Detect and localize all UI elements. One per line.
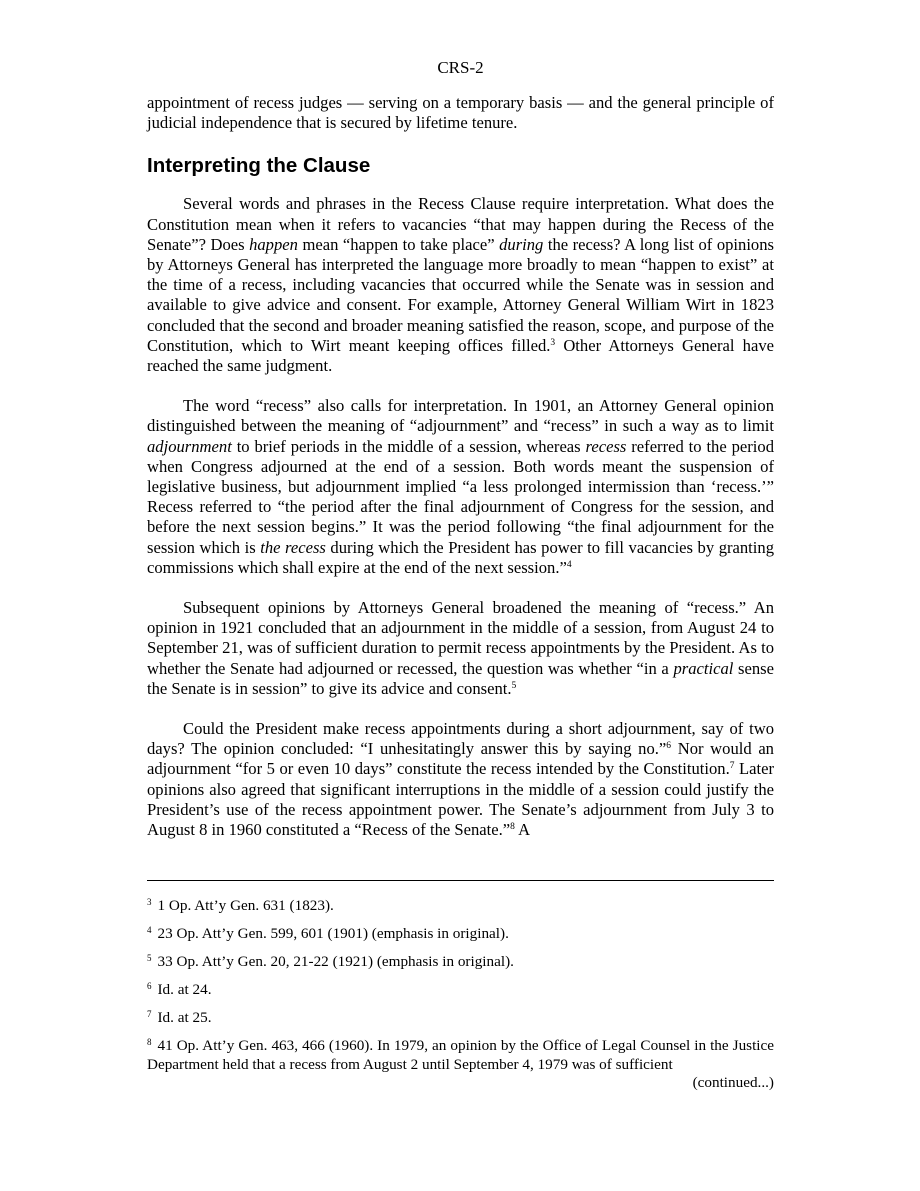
paragraph-recess-clause-interpretation: Several words and phrases in the Recess Clause require interpretation. What does the Constitution mean when it refers to vacancies “that may happen during the Recess of the Senate”? Does happen mean “happen to take place” during the recess? A long list of opinions by Attorneys General has interpreted the language more broadly to mean “happen to exist” at the time of a recess, including vacancies that occurred while the Senate was in session and available to give advice and consent. For example, Attorney General William Wirt in 1823 concluded that the second and broader meaning satisfied the reason, scope, and purpose of the Constitution, which to Wirt meant keeping offices filled.$^3$ Other Attorneys General have reached the same judgment. bbox=[147, 194, 774, 376]
footnote-divider bbox=[147, 880, 774, 881]
document-page bbox=[147, 0, 774, 1093]
footnote bbox=[147, 925, 774, 944]
footnote-number: 5 bbox=[147, 953, 152, 964]
footnote-text: 23 Op. Att’y Gen. 599, 601 (1901) (emphasis in original). bbox=[157, 925, 509, 943]
footnote-text: Id. at 24. bbox=[157, 981, 212, 999]
footnote-text: Id. at 25. bbox=[157, 1009, 212, 1027]
paragraph-word-recess: The word “recess” also calls for interpretation. In 1901, an Attorney General opinion distinguished between the meaning of “adjournment” and “recess” in such a way as to limit adjournment to brief periods in the middle of a session, whereas recess referred to the period when Congress adjourned at the end of a session. Both words meant the suspension of legislative business, but adjournment implied “a less prolonged intermission than ‘recess.’” Recess referred to “the period after the final adjournment of Congress for the session, and before the next session begins.” It was the period following “the final adjournment for the session which is the recess during which the President has power to fill vacancies by granting commissions which shall expire at the end of the next session.”$^4$ bbox=[147, 396, 774, 577]
footnote bbox=[147, 1009, 774, 1028]
footnote-text: 1 Op. Att’y Gen. 631 (1823). bbox=[157, 897, 334, 915]
footnote-text: 41 Op. Att’y Gen. 463, 466 (1960). In 1979, an opinion by the Office of Legal Counsel in the Justice Department held that a recess from August 2 until September 4, 1979 was of sufficient bbox=[147, 1037, 774, 1073]
footnote bbox=[147, 897, 774, 916]
footnote-number: 7 bbox=[147, 1009, 152, 1020]
footnote-ref-7[interactable]: 7 bbox=[729, 761, 735, 772]
footnote-number: 3 bbox=[147, 897, 152, 908]
paragraph-subsequent-opinions: Subsequent opinions by Attorneys General broadened the meaning of “recess.” An opinion in 1921 concluded that an adjournment in the middle of a session, from August 24 to September 21, was of sufficient duration to permit recess appointments by the President. As to whether the Senate had adjourned or recessed, the question was whether “in a practical sense the Senate is in session” to give its advice and consent.$^5$ bbox=[147, 598, 774, 698]
footnote bbox=[147, 953, 774, 972]
footnote-ref-3[interactable]: 3 bbox=[550, 337, 556, 348]
paragraph-short-adjournment: Could the President make recess appointments during a short adjournment, say of two days? The opinion concluded: “I unhesitatingly answer this by saying no.”$^6$ Nor would an adjournment “for 5 or even 10 days” constitute the recess intended by the Constitution.$^7$ Later opinions also agreed that significant interruptions in the middle of a session could justify the President’s use of the recess appointment power. The Senate’s adjournment from July 3 to August 8 in 1960 constituted a “Recess of the Senate.”$^8$ A bbox=[147, 719, 774, 840]
section-heading: Interpreting the Clause bbox=[147, 154, 371, 178]
footnotes bbox=[147, 897, 774, 1093]
footnote-ref-5[interactable]: 5 bbox=[511, 680, 517, 691]
footnote-number: 6 bbox=[147, 981, 152, 992]
footnote bbox=[147, 981, 774, 1000]
footnote-number: 8 bbox=[147, 1037, 152, 1048]
footnote-ref-4[interactable]: 4 bbox=[566, 559, 572, 570]
footnote bbox=[147, 1037, 774, 1074]
footnote-text: 33 Op. Att’y Gen. 20, 21-22 (1921) (emphasis in original). bbox=[157, 953, 514, 971]
footnote-ref-6[interactable]: 6 bbox=[666, 741, 672, 752]
running-head: CRS-2 bbox=[437, 58, 484, 77]
footnote-number: 4 bbox=[147, 925, 152, 936]
footnote-ref-8[interactable]: 8 bbox=[510, 822, 515, 833]
paragraph-continuation: appointment of recess judges — serving on a temporary basis — and the general principle of judicial independence that is secured by lifetime tenure. bbox=[147, 93, 774, 133]
continued-marker: (continued...) bbox=[692, 1074, 774, 1092]
